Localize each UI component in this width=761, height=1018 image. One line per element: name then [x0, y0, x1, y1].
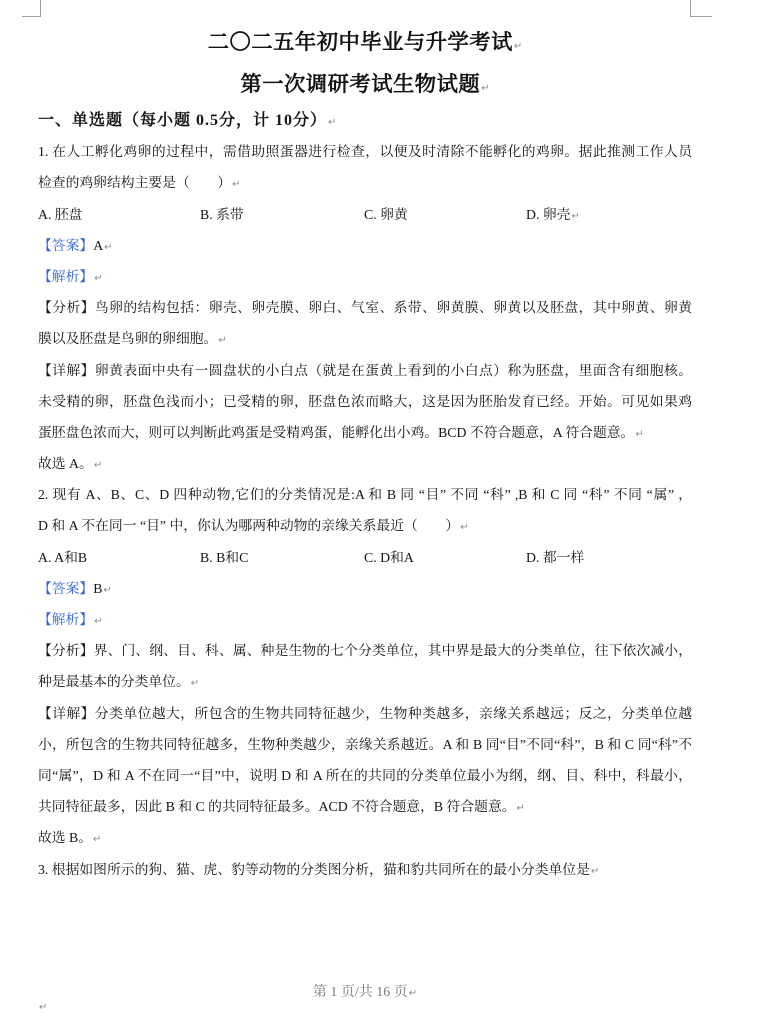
paragraph-mark: ↵	[94, 272, 103, 284]
paragraph-mark: ↵	[93, 834, 102, 846]
answer-label: 【答案】	[38, 580, 94, 596]
question-1-explanation-heading	[38, 261, 692, 292]
paragraph-mark: ↵	[190, 678, 200, 690]
question-2-options	[38, 542, 692, 573]
detail-text: 共同特征最多，因此 B 和 C 的共同特征最多。ACD 不符合题意，B 符合题意。	[38, 799, 516, 815]
question-3-stem-line-1	[38, 854, 692, 885]
question-2-answer	[38, 573, 692, 604]
question-2-detail-line-2: 小，所包含的生物共同特征越多，生物种类越少，亲缘关系越近。A 和 B 同“目”不同“科”，B 和 C 同“科”不	[38, 736, 692, 752]
detail-text: 蛋胚盘色浓而大，则可以判断此鸡蛋是受精鸡蛋，能孵化出小鸡。BCD 不符合题意，A 符合题意。	[38, 424, 635, 440]
question-1-stem-line-2	[38, 167, 692, 198]
section-heading	[38, 105, 692, 136]
answer-value: B	[93, 580, 103, 596]
explanation-label: 【解析】	[38, 268, 94, 284]
answer-label: 【答案】	[38, 237, 94, 253]
question-2-detail-line-3: 同“属”，D 和 A 不在同一“目”中，说明 D 和 A 所在的共同的分类单位最小为纲，纲、目、科中，科最小，	[38, 767, 693, 783]
question-2-option-b: B. B和C	[200, 549, 249, 565]
paragraph-mark: ↵	[39, 1002, 48, 1013]
question-2-option-a: A. A和B	[38, 549, 88, 565]
exam-title-line1	[38, 21, 692, 63]
question-1-option-d: D. 卵壳	[526, 206, 571, 222]
crop-mark-top-left-horizontal	[22, 16, 41, 17]
question-1-detail-line-3	[38, 417, 692, 448]
question-2-option-c: C. D和A	[364, 549, 414, 565]
exam-title-line2	[38, 63, 692, 105]
question-2-analysis-line-1: 【分析】界、门、纲、目、科、属、种是生物的七个分类单位，其中界是最大的分类单位，往下依次减小，	[38, 643, 692, 659]
paragraph-mark: ↵	[408, 988, 418, 999]
crop-mark-top-right-horizontal	[690, 16, 712, 17]
question-1-detail-line-2: 未受精的卵，胚盘色浅而小；已受精的卵，胚盘色浓而略大，这是因为胚胎发育已经。开始。可见如果鸡	[38, 393, 692, 409]
question-1-detail-line-1: 【详解】卵黄表面中央有一圆盘状的小白点（就是在蛋黄上看到的小白点）称为胚盘，里面含有细胞核。	[38, 362, 692, 378]
question-1-answer	[38, 230, 692, 261]
paragraph-mark: ↵	[460, 522, 469, 534]
question-1-option-b: B. 系带	[200, 206, 244, 222]
paragraph-mark: ↵	[513, 41, 523, 52]
question-1-option-a: A. 胚盘	[38, 206, 83, 222]
section-heading-text: 一、单选题（每小题 0.5分，计 10分）	[38, 112, 328, 129]
paragraph-mark: ↵	[635, 428, 644, 440]
explanation-label: 【解析】	[38, 612, 94, 627]
paragraph-mark: ↵	[94, 616, 103, 627]
question-2-detail-line-1: 【详解】分类单位越大，所包含的生物共同特征越少，生物种类越多，亲缘关系越远；反之，分类单位越	[38, 705, 692, 721]
paragraph-mark: ↵	[481, 83, 490, 94]
page-number-text: 第 1 页/共 16 页	[312, 985, 408, 1000]
question-1-options	[38, 199, 692, 230]
analysis-text: 种是最基本的分类单位。	[38, 674, 190, 690]
crop-mark-top-left-vertical	[40, 0, 41, 17]
page-footer	[38, 981, 692, 1006]
question-1-option-c: C. 卵黄	[364, 206, 408, 222]
question-2-option-d: D. 都一样	[526, 549, 585, 565]
question-1-stem-text: 检查的鸡卵结构主要是（ ）	[38, 175, 232, 191]
question-2-stem-line-1: 2. 现有 A、B、C、D 四种动物,它们的分类情况是:A 和 B 同 “目” 不同 “科” ,B 和 C 同 “科” 不同 “属” ，	[38, 487, 692, 503]
question-1-conclusion	[38, 448, 692, 479]
paragraph-mark: ↵	[104, 241, 113, 253]
empty-paragraph	[38, 996, 47, 1018]
paragraph-mark: ↵	[571, 210, 580, 222]
document-body	[38, 21, 692, 885]
paragraph-mark: ↵	[516, 803, 525, 815]
question-2-stem-text: D 和 A 不在同一 “目” 中，你认为哪两种动物的亲缘关系最近（ ）	[38, 518, 460, 534]
question-2-stem-line-2	[38, 510, 692, 541]
exam-title-text: 二〇二五年初中毕业与升学考试	[207, 30, 513, 54]
paragraph-mark: ↵	[328, 117, 337, 128]
question-1-stem-line-1: 1. 在人工孵化鸡卵的过程中，需借助照蛋器进行检查，以便及时清除不能孵化的鸡卵。据此推测工作人员	[38, 144, 692, 160]
crop-mark-top-right-vertical	[690, 0, 691, 17]
paragraph-mark: ↵	[93, 460, 103, 472]
conclusion-text: 故选 A。	[38, 456, 93, 472]
exam-subtitle-text: 第一次调研考试生物试题	[240, 72, 481, 96]
question-2-conclusion	[38, 822, 692, 853]
question-1-analysis-line-2	[38, 323, 692, 354]
analysis-text: 膜以及胚盘是鸟卵的卵细胞。	[38, 331, 218, 347]
question-2-explanation-heading	[38, 604, 692, 635]
answer-value: A	[93, 237, 104, 253]
question-1-analysis-line-1: 【分析】鸟卵的结构包括：卵壳、卵壳膜、卵白、气室、系带、卵黄膜、卵黄以及胚盘，其中卵黄、卵黄	[38, 300, 692, 316]
conclusion-text: 故选 B。	[38, 830, 93, 846]
question-3-stem-text: 3. 根据如图所示的狗、猫、虎、豹等动物的分类图分析，猫和豹共同所在的最小分类单位是	[38, 861, 590, 877]
question-2-analysis-line-2	[38, 666, 692, 697]
paragraph-mark: ↵	[218, 335, 227, 347]
question-2-detail-line-4	[38, 791, 692, 822]
paragraph-mark: ↵	[232, 179, 241, 191]
question-1-option-d-wrap	[526, 199, 580, 232]
paragraph-mark: ↵	[590, 865, 600, 877]
paragraph-mark: ↵	[103, 584, 112, 596]
